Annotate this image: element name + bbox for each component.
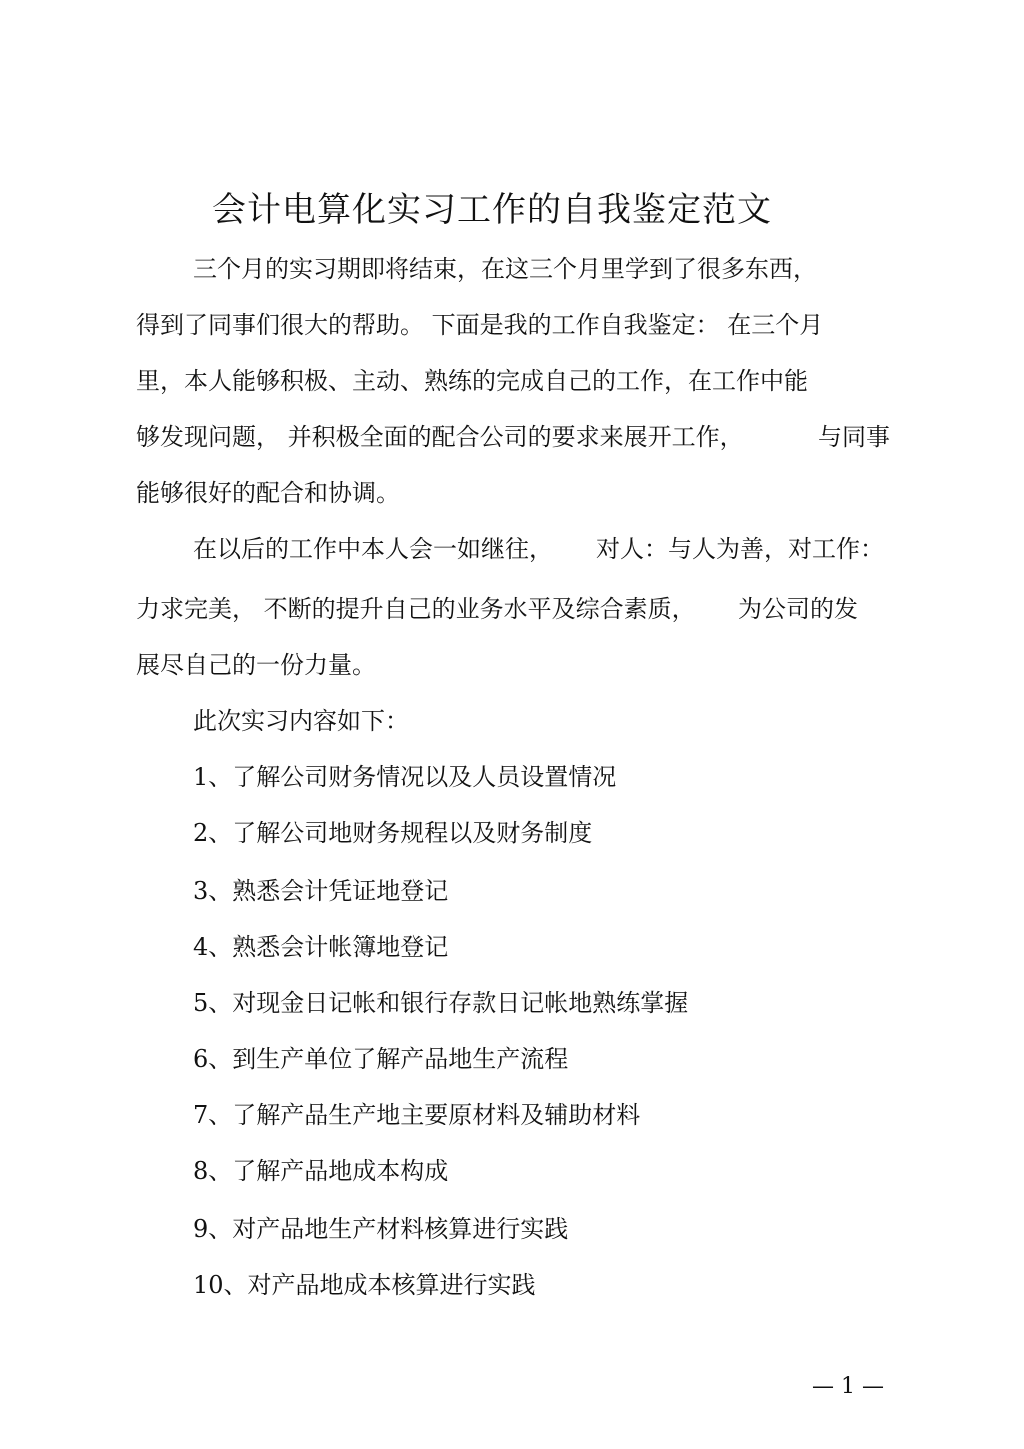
- paragraph1-line: 能够很好的配合和协调。: [136, 479, 400, 507]
- paragraph1-line: 够发现问题， 并积极全面的配合公司的要求来展开工作，: [136, 423, 744, 451]
- paragraph1-line: 得到了同事们很大的帮助。 下面是我的工作自我鉴定： 在三个月: [136, 311, 824, 339]
- paragraph2-line: 力求完美， 不断的提升自己的业务水平及综合素质，: [136, 595, 696, 623]
- paragraph2-line: 对人：与人为善，对工作：: [596, 535, 884, 563]
- paragraph1-line: 里，本人能够积极、主动、熟练的完成自己的工作，在工作中能: [136, 367, 808, 395]
- paragraph2-line: 展尽自己的一份力量。: [136, 651, 376, 679]
- list-item: 1、了解公司财务情况以及人员设置情况: [193, 763, 617, 791]
- list-item: 3、熟悉会计凭证地登记: [193, 877, 449, 905]
- paragraph2-line: 为公司的发: [738, 595, 858, 623]
- list-item: 6、到生产单位了解产品地生产流程: [193, 1045, 569, 1073]
- paragraph1-line: 三个月的实习期即将结束，在这三个月里学到了很多东西，: [193, 255, 817, 283]
- list-item: 7、了解产品生产地主要原材料及辅助材料: [193, 1101, 641, 1129]
- list-item: 4、熟悉会计帐簿地登记: [193, 933, 449, 961]
- list-item: 10、对产品地成本核算进行实践: [193, 1271, 536, 1299]
- list-item: 5、对现金日记帐和银行存款日记帐地熟练掌握: [193, 989, 689, 1017]
- list-item: 9、对产品地生产材料核算进行实践: [193, 1215, 569, 1243]
- document-title: 会计电算化实习工作的自我鉴定范文: [212, 190, 772, 230]
- list-intro: 此次实习内容如下：: [193, 707, 409, 735]
- page-number: — 1 —: [812, 1374, 884, 1399]
- list-item: 8、了解产品地成本构成: [193, 1157, 449, 1185]
- paragraph1-line: 与同事: [818, 423, 890, 451]
- paragraph2-line: 在以后的工作中本人会一如继往，: [193, 535, 553, 563]
- list-item: 2、了解公司地财务规程以及财务制度: [193, 819, 593, 847]
